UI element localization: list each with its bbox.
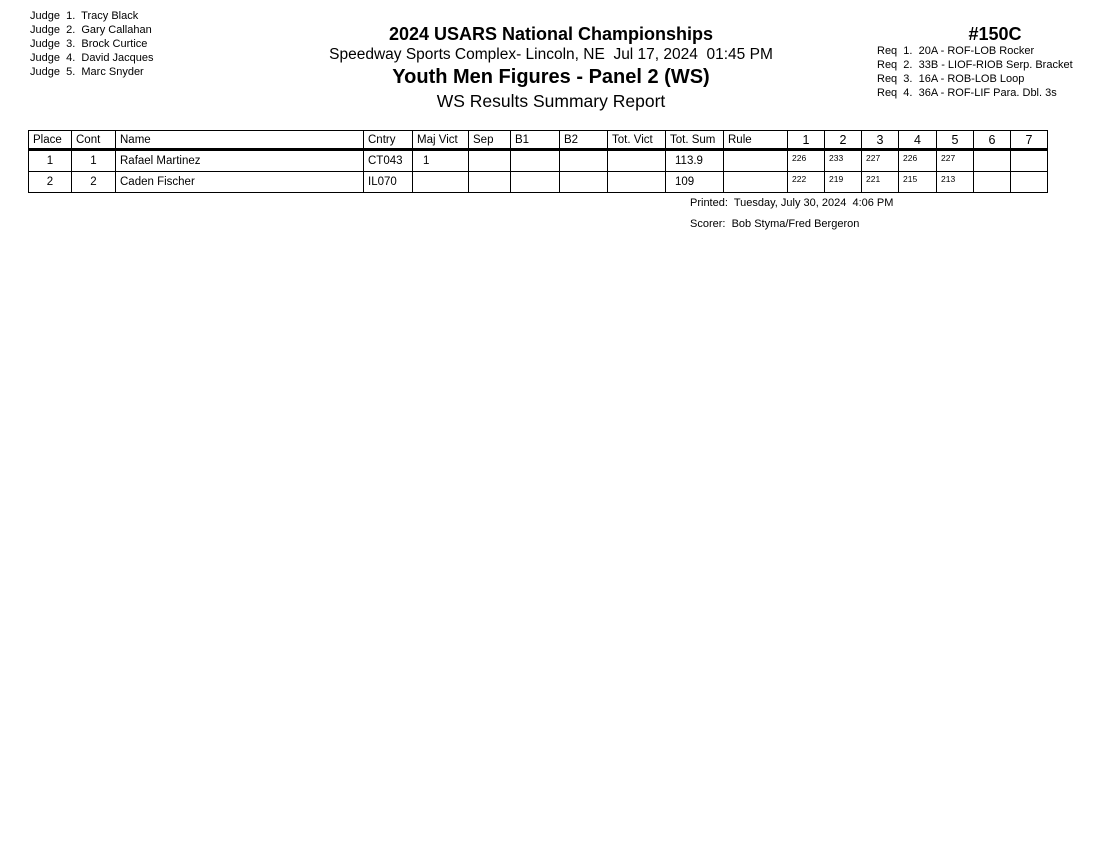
judges-list xyxy=(30,9,154,79)
col-tot-vict: Tot. Vict xyxy=(608,131,666,150)
judge-7-score xyxy=(1011,150,1048,172)
col-cntry: Cntry xyxy=(364,131,413,150)
judge-5-score: 213 xyxy=(937,172,974,193)
venue-datetime: Speedway Sports Complex- Lincoln, NE Jul 17, 2024 01:45 PM xyxy=(329,46,773,63)
results-table xyxy=(28,130,1048,193)
col-judge-7: 7 xyxy=(1011,131,1048,150)
tot-vict xyxy=(608,150,666,172)
tot-vict xyxy=(608,172,666,193)
rule xyxy=(724,150,788,172)
report-title: WS Results Summary Report xyxy=(436,91,666,111)
b1 xyxy=(511,150,560,172)
report-header xyxy=(300,22,802,112)
requirement-line: Req 1. 20A - ROF-LOB Rocker xyxy=(877,45,1035,57)
requirement-line: Req 4. 36A - ROF-LIF Para. Dbl. 3s xyxy=(877,87,1057,99)
judge-1-score: 226 xyxy=(788,150,825,172)
printed-timestamp: Printed: Tuesday, July 30, 2024 4:06 PM xyxy=(690,197,894,209)
judge-2-score: 233 xyxy=(825,150,862,172)
judge-6-score xyxy=(974,150,1011,172)
col-judge-3: 3 xyxy=(862,131,899,150)
scorer-names: Scorer: Bob Styma/Fred Bergeron xyxy=(690,218,860,230)
col-b1: B1 xyxy=(511,131,560,150)
col-judge-6: 6 xyxy=(974,131,1011,150)
tot-sum: 113.9 xyxy=(666,150,724,172)
col-judge-1: 1 xyxy=(788,131,825,150)
judge-3-score: 227 xyxy=(862,150,899,172)
requirement-line: Req 3. 16A - ROB-LOB Loop xyxy=(877,73,1025,85)
judge-line: Judge 5. Marc Snyder xyxy=(30,66,144,78)
table-row xyxy=(29,150,1048,172)
col-cont: Cont xyxy=(72,131,116,150)
col-b2: B2 xyxy=(560,131,608,150)
judge-4-score: 215 xyxy=(899,172,937,193)
judge-1-score: 222 xyxy=(788,172,825,193)
tot-sum: 109 xyxy=(666,172,724,193)
col-name: Name xyxy=(116,131,364,150)
rule xyxy=(724,172,788,193)
judge-5-score: 227 xyxy=(937,150,974,172)
col-place: Place xyxy=(29,131,72,150)
judge-4-score: 226 xyxy=(899,150,937,172)
judge-line: Judge 3. Brock Curtice xyxy=(30,38,148,50)
event-number: #150C xyxy=(968,24,1022,44)
judge-3-score: 221 xyxy=(862,172,899,193)
report-footer xyxy=(690,193,893,235)
cont: 2 xyxy=(72,172,116,193)
b2 xyxy=(560,150,608,172)
col-judge-4: 4 xyxy=(899,131,937,150)
col-tot-sum: Tot. Sum xyxy=(666,131,724,150)
cont: 1 xyxy=(72,150,116,172)
cntry: IL070 xyxy=(364,172,413,193)
requirements-list xyxy=(877,44,1073,100)
col-judge-2: 2 xyxy=(825,131,862,150)
header-row xyxy=(29,131,1048,150)
b1 xyxy=(511,172,560,193)
judge-line: Judge 1. Tracy Black xyxy=(30,10,139,22)
skater-name: Rafael Martinez xyxy=(116,150,364,172)
place: 2 xyxy=(29,172,72,193)
maj-vict: 1 xyxy=(413,150,469,172)
col-rule: Rule xyxy=(724,131,788,150)
judge-6-score xyxy=(974,172,1011,193)
event-title: Youth Men Figures - Panel 2 (WS) xyxy=(392,66,710,88)
requirement-line: Req 2. 33B - LIOF-RIOB Serp. Bracket xyxy=(877,59,1073,71)
judge-line: Judge 4. David Jacques xyxy=(30,52,154,64)
judge-line: Judge 2. Gary Callahan xyxy=(30,24,152,36)
competition-title: 2024 USARS National Championships xyxy=(388,24,714,44)
b2 xyxy=(560,172,608,193)
table-row xyxy=(29,172,1048,193)
maj-vict xyxy=(413,172,469,193)
place: 1 xyxy=(29,150,72,172)
col-judge-5: 5 xyxy=(937,131,974,150)
col-maj-vict: Maj Vict xyxy=(413,131,469,150)
sep xyxy=(469,172,511,193)
col-sep: Sep xyxy=(469,131,511,150)
sep xyxy=(469,150,511,172)
skater-name: Caden Fischer xyxy=(116,172,364,193)
judge-2-score: 219 xyxy=(825,172,862,193)
cntry: CT043 xyxy=(364,150,413,172)
judge-7-score xyxy=(1011,172,1048,193)
